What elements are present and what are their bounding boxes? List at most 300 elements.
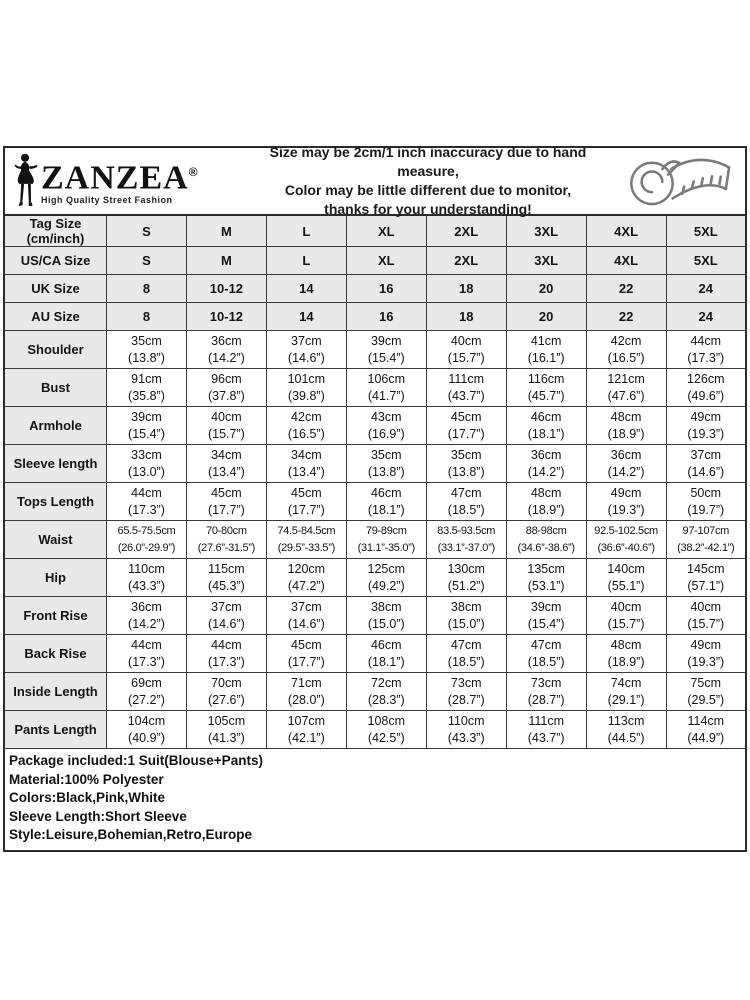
value-cm: 48cm bbox=[610, 637, 642, 652]
measurement-cell bbox=[186, 407, 266, 445]
value-inch: (13.8”) bbox=[367, 464, 405, 479]
value-inch: (51.2”) bbox=[447, 578, 485, 593]
value-inch: (18.9”) bbox=[607, 426, 645, 441]
measurement-row bbox=[4, 369, 746, 407]
value-inch: (17.3”) bbox=[128, 502, 165, 517]
size-value-cell: L bbox=[266, 247, 346, 275]
size-chart-sheet bbox=[3, 146, 747, 852]
size-value-cell: 2XL bbox=[426, 247, 506, 275]
value-inch: (15.4”) bbox=[128, 426, 165, 441]
value-inch: (29.5”-33.5”) bbox=[277, 541, 335, 554]
note-material: Material:100% Polyester bbox=[9, 771, 164, 787]
measurement-cell bbox=[186, 331, 266, 369]
value-cm: 37cm bbox=[690, 447, 722, 462]
value-cm: 114cm bbox=[687, 713, 725, 728]
value-cm: 38cm bbox=[450, 599, 482, 614]
measurement-cell bbox=[586, 597, 666, 635]
value-cm: 39cm bbox=[131, 409, 162, 424]
value-cm: 39cm bbox=[530, 599, 562, 614]
size-value-cell: 16 bbox=[346, 275, 426, 303]
value-cm: 96cm bbox=[211, 371, 242, 386]
value-inch: (19.3”) bbox=[607, 502, 645, 517]
row-label: Tops Length bbox=[4, 483, 107, 521]
size-column-header: XL bbox=[346, 215, 426, 247]
value-cm: 35cm bbox=[370, 447, 402, 462]
value-cm: 41cm bbox=[530, 333, 562, 348]
measurement-row bbox=[4, 331, 746, 369]
measurement-cell bbox=[346, 483, 426, 521]
value-cm: 91cm bbox=[131, 371, 162, 386]
value-inch: (19.3”) bbox=[687, 654, 725, 669]
value-inch: (44.9”) bbox=[687, 730, 725, 745]
brand-tagline: High Quality Street Fashion bbox=[41, 194, 173, 205]
value-inch: (17.7”) bbox=[447, 426, 485, 441]
value-cm: 107cm bbox=[287, 713, 326, 728]
measurement-row bbox=[4, 483, 746, 521]
value-inch: (18.9”) bbox=[607, 654, 645, 669]
measurement-cell bbox=[186, 597, 266, 635]
value-inch: (28.7”) bbox=[527, 692, 565, 707]
value-inch: (19.3”) bbox=[687, 426, 725, 441]
measurement-cell bbox=[266, 407, 346, 445]
value-cm: 36cm bbox=[131, 599, 162, 614]
size-value-cell: 14 bbox=[266, 275, 346, 303]
value-cm: 108cm bbox=[367, 713, 406, 728]
value-inch: (27.2”) bbox=[128, 692, 165, 707]
value-inch: (17.3”) bbox=[128, 654, 165, 669]
value-cm: 106cm bbox=[367, 371, 406, 386]
value-inch: (33.1”-37.0”) bbox=[437, 541, 495, 554]
value-cm: 42cm bbox=[291, 409, 322, 424]
value-cm: 39cm bbox=[370, 333, 402, 348]
registered-mark: ® bbox=[188, 165, 199, 180]
size-value-cell: 14 bbox=[266, 303, 346, 331]
value-inch: (43.7”) bbox=[527, 730, 565, 745]
value-inch: (18.5”) bbox=[447, 502, 485, 517]
value-cm: 73cm bbox=[450, 675, 482, 690]
size-value-cell: 8 bbox=[107, 303, 187, 331]
value-inch: (41.3”) bbox=[207, 730, 245, 745]
size-value-cell: 10-12 bbox=[186, 303, 266, 331]
value-cm: 46cm bbox=[370, 485, 402, 500]
value-cm: 130cm bbox=[447, 561, 485, 576]
measurement-cell bbox=[266, 483, 346, 521]
value-cm: 47cm bbox=[450, 485, 482, 500]
measurement-row bbox=[4, 445, 746, 483]
size-value-cell: 24 bbox=[666, 303, 746, 331]
value-inch: (18.1”) bbox=[527, 426, 565, 441]
value-cm: 70cm bbox=[211, 675, 242, 690]
size-column-header: 2XL bbox=[426, 215, 506, 247]
measurement-cell bbox=[666, 331, 746, 369]
value-cm: 33cm bbox=[131, 447, 162, 462]
measurement-cell bbox=[586, 635, 666, 673]
value-cm: 37cm bbox=[291, 333, 322, 348]
size-column-header: 3XL bbox=[506, 215, 586, 247]
measurement-cell bbox=[346, 407, 426, 445]
size-value-cell: 24 bbox=[666, 275, 746, 303]
measurement-row bbox=[4, 407, 746, 445]
measurement-cell bbox=[186, 483, 266, 521]
fashion-woman-icon bbox=[13, 152, 39, 210]
measurement-cell bbox=[506, 521, 586, 559]
value-inch: (43.3”) bbox=[128, 578, 165, 593]
size-value-cell: 16 bbox=[346, 303, 426, 331]
value-inch: (15.7”) bbox=[607, 616, 645, 631]
value-inch: (44.5”) bbox=[607, 730, 645, 745]
measurement-cell bbox=[346, 597, 426, 635]
value-inch: (42.5”) bbox=[367, 730, 405, 745]
value-cm: 38cm bbox=[370, 599, 402, 614]
measurement-cell bbox=[506, 483, 586, 521]
measurement-cell bbox=[506, 445, 586, 483]
size-row bbox=[4, 303, 746, 331]
measurement-cell bbox=[506, 673, 586, 711]
value-cm: 111cm bbox=[448, 371, 485, 386]
row-label: AU Size bbox=[4, 303, 107, 331]
measurement-cell bbox=[506, 331, 586, 369]
measurement-cell bbox=[346, 559, 426, 597]
note-colors: Colors:Black,Pink,White bbox=[9, 790, 166, 806]
measurement-cell bbox=[266, 597, 346, 635]
value-inch: (17.7”) bbox=[287, 502, 325, 517]
measurement-row bbox=[4, 673, 746, 711]
measurement-cell bbox=[586, 369, 666, 407]
size-value-cell: 20 bbox=[506, 275, 586, 303]
value-inch: (18.1”) bbox=[367, 502, 405, 517]
row-label: Back Rise bbox=[4, 635, 107, 673]
size-value-cell: 20 bbox=[506, 303, 586, 331]
value-inch: (38.2”-42.1”) bbox=[677, 541, 735, 554]
value-cm: 48cm bbox=[610, 409, 642, 424]
value-cm: 46cm bbox=[370, 637, 402, 652]
value-cm: 35cm bbox=[131, 333, 162, 348]
value-cm: 104cm bbox=[127, 713, 166, 728]
value-cm: 140cm bbox=[607, 561, 645, 576]
value-inch: (41.7”) bbox=[367, 388, 405, 403]
measurement-cell bbox=[266, 445, 346, 483]
measurement-cell bbox=[266, 635, 346, 673]
value-cm: 44cm bbox=[131, 485, 162, 500]
notice-line-3: thanks for your understanding! bbox=[324, 201, 532, 217]
value-cm: 40cm bbox=[610, 599, 642, 614]
measurement-cell bbox=[666, 597, 746, 635]
value-cm: 116cm bbox=[527, 371, 565, 386]
measurement-cell bbox=[107, 521, 187, 559]
value-inch: (15.4”) bbox=[527, 616, 565, 631]
size-value-cell: 22 bbox=[586, 275, 666, 303]
value-cm: 70-80cm bbox=[206, 524, 247, 537]
measurement-cell bbox=[586, 673, 666, 711]
row-label: Waist bbox=[4, 521, 107, 559]
value-inch: (29.5”) bbox=[687, 692, 725, 707]
value-inch: (18.5”) bbox=[447, 654, 485, 669]
value-inch: (15.7”) bbox=[687, 616, 725, 631]
measurement-cell bbox=[186, 369, 266, 407]
measurement-cell bbox=[506, 369, 586, 407]
measurement-cell bbox=[107, 445, 187, 483]
value-cm: 115cm bbox=[208, 561, 245, 576]
value-inch: (13.4”) bbox=[207, 464, 245, 479]
value-cm: 37cm bbox=[291, 599, 322, 614]
size-notice bbox=[243, 143, 613, 219]
measurement-cell bbox=[186, 711, 266, 750]
value-inch: (27.6”) bbox=[207, 692, 245, 707]
row-label: UK Size bbox=[4, 275, 107, 303]
size-value-cell: S bbox=[107, 247, 187, 275]
value-cm: 37cm bbox=[211, 599, 242, 614]
size-value-cell: M bbox=[186, 247, 266, 275]
value-cm: 92.5-102.5cm bbox=[594, 524, 658, 537]
value-inch: (17.3”) bbox=[687, 350, 725, 365]
measurement-cell bbox=[346, 331, 426, 369]
measurement-cell bbox=[666, 521, 746, 559]
size-value-cell: 10-12 bbox=[186, 275, 266, 303]
value-cm: 69cm bbox=[131, 675, 162, 690]
value-cm: 49cm bbox=[610, 485, 642, 500]
value-inch: (47.6”) bbox=[607, 388, 645, 403]
value-cm: 47cm bbox=[450, 637, 482, 652]
value-cm: 45cm bbox=[450, 409, 482, 424]
size-value-cell: 3XL bbox=[506, 247, 586, 275]
value-cm: 49cm bbox=[690, 637, 722, 652]
brand-logo bbox=[5, 152, 243, 210]
measurement-cell bbox=[426, 597, 506, 635]
value-cm: 40cm bbox=[690, 599, 722, 614]
value-cm: 79-89cm bbox=[365, 524, 407, 537]
value-cm: 35cm bbox=[450, 447, 482, 462]
measurement-cell bbox=[586, 331, 666, 369]
value-inch: (49.6”) bbox=[687, 388, 725, 403]
measurement-cell bbox=[426, 521, 506, 559]
value-cm: 74.5-84.5cm bbox=[277, 524, 336, 537]
value-cm: 44cm bbox=[131, 637, 162, 652]
value-inch: (14.2”) bbox=[128, 616, 165, 631]
measurement-cell bbox=[107, 369, 187, 407]
measuring-tape-icon bbox=[613, 150, 745, 212]
value-cm: 135cm bbox=[527, 561, 565, 576]
measurement-cell bbox=[666, 559, 746, 597]
value-inch: (49.2”) bbox=[367, 578, 405, 593]
measurement-cell bbox=[426, 407, 506, 445]
tag-size-header: Tag Size (cm/inch) bbox=[4, 215, 107, 247]
measurement-cell bbox=[346, 711, 426, 750]
value-inch: (47.2”) bbox=[287, 578, 325, 593]
value-cm: 71cm bbox=[291, 675, 322, 690]
measurement-cell bbox=[426, 445, 506, 483]
measurement-cell bbox=[186, 559, 266, 597]
measurement-cell bbox=[186, 521, 266, 559]
value-cm: 44cm bbox=[690, 333, 722, 348]
brand-name: ZANZEA® bbox=[41, 159, 199, 197]
size-column-header: L bbox=[266, 215, 346, 247]
value-inch: (15.0”) bbox=[367, 616, 405, 631]
value-inch: (57.1”) bbox=[687, 578, 725, 593]
value-cm: 45cm bbox=[211, 485, 242, 500]
value-cm: 40cm bbox=[450, 333, 482, 348]
value-cm: 48cm bbox=[530, 485, 562, 500]
chart-header bbox=[3, 146, 747, 216]
row-label: Pants Length bbox=[4, 711, 107, 750]
value-cm: 40cm bbox=[211, 409, 242, 424]
value-inch: (14.6”) bbox=[207, 616, 245, 631]
value-cm: 45cm bbox=[291, 485, 322, 500]
value-cm: 45cm bbox=[291, 637, 322, 652]
value-cm: 65.5-75.5cm bbox=[117, 524, 176, 537]
measurement-cell bbox=[666, 445, 746, 483]
row-label: Bust bbox=[4, 369, 107, 407]
measurement-cell bbox=[426, 673, 506, 711]
product-notes bbox=[3, 748, 747, 852]
measurement-cell bbox=[426, 635, 506, 673]
measurement-cell bbox=[586, 711, 666, 750]
value-cm: 88-98cm bbox=[525, 524, 567, 537]
row-label: Hip bbox=[4, 559, 107, 597]
value-inch: (36.6”-40.6”) bbox=[597, 541, 655, 554]
measurement-cell bbox=[186, 673, 266, 711]
measurement-cell bbox=[426, 483, 506, 521]
value-cm: 73cm bbox=[530, 675, 562, 690]
value-inch: (18.9”) bbox=[527, 502, 565, 517]
value-inch: (43.3”) bbox=[447, 730, 485, 745]
row-label: Sleeve length bbox=[4, 445, 107, 483]
value-inch: (14.2”) bbox=[527, 464, 565, 479]
size-value-cell: 4XL bbox=[586, 247, 666, 275]
size-row bbox=[4, 275, 746, 303]
measurement-row bbox=[4, 635, 746, 673]
value-inch: (14.6”) bbox=[287, 350, 325, 365]
measurement-cell bbox=[266, 559, 346, 597]
value-inch: (14.2”) bbox=[207, 350, 245, 365]
measurement-cell bbox=[107, 483, 187, 521]
measurement-cell bbox=[107, 673, 187, 711]
value-cm: 111cm bbox=[528, 713, 564, 728]
value-inch: (15.7”) bbox=[447, 350, 485, 365]
measurement-cell bbox=[426, 369, 506, 407]
value-cm: 34cm bbox=[211, 447, 242, 462]
row-label: Shoulder bbox=[4, 331, 107, 369]
measurement-cell bbox=[426, 559, 506, 597]
value-inch: (35.8”) bbox=[128, 388, 165, 403]
value-cm: 125cm bbox=[367, 561, 406, 576]
value-inch: (43.7”) bbox=[447, 388, 485, 403]
measurement-cell bbox=[107, 331, 187, 369]
value-cm: 42cm bbox=[610, 333, 642, 348]
measurement-row bbox=[4, 711, 746, 750]
value-inch: (15.7”) bbox=[207, 426, 245, 441]
value-cm: 145cm bbox=[687, 561, 725, 576]
measurement-cell bbox=[666, 673, 746, 711]
value-inch: (17.7”) bbox=[207, 502, 245, 517]
value-cm: 49cm bbox=[690, 409, 722, 424]
size-value-cell: 22 bbox=[586, 303, 666, 331]
value-inch: (28.0”) bbox=[287, 692, 325, 707]
measurement-cell bbox=[666, 483, 746, 521]
value-cm: 121cm bbox=[607, 371, 645, 386]
measurement-cell bbox=[586, 407, 666, 445]
measurement-cell bbox=[506, 597, 586, 635]
value-inch: (26.0”-29.9”) bbox=[117, 541, 176, 554]
value-inch: (13.4”) bbox=[287, 464, 325, 479]
size-value-cell: XL bbox=[346, 247, 426, 275]
measurement-cell bbox=[346, 369, 426, 407]
measurement-cell bbox=[107, 635, 187, 673]
measurement-cell bbox=[107, 597, 187, 635]
value-inch: (31.1”-35.0”) bbox=[357, 541, 415, 554]
value-inch: (16.5”) bbox=[287, 426, 325, 441]
size-column-header: S bbox=[107, 215, 187, 247]
value-cm: 50cm bbox=[690, 485, 722, 500]
value-inch: (19.7”) bbox=[687, 502, 725, 517]
measurement-cell bbox=[266, 521, 346, 559]
notice-line-2: Color may be little different due to monitor, bbox=[284, 182, 572, 198]
measurement-cell bbox=[506, 559, 586, 597]
value-inch: (14.6”) bbox=[687, 464, 725, 479]
value-cm: 36cm bbox=[211, 333, 242, 348]
value-cm: 101cm bbox=[287, 371, 326, 386]
value-inch: (13.0”) bbox=[128, 464, 165, 479]
measurement-cell bbox=[266, 673, 346, 711]
value-inch: (14.2”) bbox=[607, 464, 645, 479]
measurement-cell bbox=[107, 559, 187, 597]
value-inch: (13.8”) bbox=[128, 350, 165, 365]
measurement-cell bbox=[586, 559, 666, 597]
value-inch: (42.1”) bbox=[287, 730, 325, 745]
value-cm: 110cm bbox=[128, 561, 165, 576]
measurement-cell bbox=[266, 331, 346, 369]
measurement-cell bbox=[107, 407, 187, 445]
value-cm: 46cm bbox=[530, 409, 562, 424]
measurement-cell bbox=[666, 635, 746, 673]
measurement-cell bbox=[107, 711, 187, 750]
measurement-cell bbox=[186, 635, 266, 673]
value-inch: (14.6”) bbox=[287, 616, 325, 631]
measurement-row bbox=[4, 521, 746, 559]
measurement-cell bbox=[426, 711, 506, 750]
value-inch: (53.1”) bbox=[527, 578, 565, 593]
measurement-cell bbox=[506, 711, 586, 750]
value-inch: (39.8”) bbox=[287, 388, 325, 403]
value-inch: (18.1”) bbox=[367, 654, 405, 669]
value-cm: 105cm bbox=[207, 713, 246, 728]
value-cm: 36cm bbox=[530, 447, 562, 462]
value-inch: (18.5”) bbox=[527, 654, 565, 669]
value-cm: 36cm bbox=[610, 447, 642, 462]
value-inch: (34.6”-38.6”) bbox=[517, 541, 575, 554]
value-inch: (17.7”) bbox=[287, 654, 325, 669]
value-cm: 110cm bbox=[447, 713, 485, 728]
measurement-cell bbox=[266, 369, 346, 407]
note-style: Style:Leisure,Bohemian,Retro,Europe bbox=[9, 827, 253, 843]
measurement-cell bbox=[666, 711, 746, 750]
measurement-cell bbox=[186, 445, 266, 483]
value-inch: (16.5”) bbox=[607, 350, 645, 365]
measurement-cell bbox=[586, 445, 666, 483]
value-inch: (28.7”) bbox=[447, 692, 485, 707]
measurement-cell bbox=[506, 635, 586, 673]
value-cm: 126cm bbox=[687, 371, 725, 386]
measurement-cell bbox=[666, 407, 746, 445]
value-inch: (15.4”) bbox=[367, 350, 405, 365]
size-value-cell: 18 bbox=[426, 275, 506, 303]
value-inch: (28.3”) bbox=[367, 692, 405, 707]
measurement-cell bbox=[586, 483, 666, 521]
value-inch: (29.1”) bbox=[607, 692, 645, 707]
size-value-cell: 8 bbox=[107, 275, 187, 303]
value-inch: (45.7”) bbox=[527, 388, 565, 403]
measurement-cell bbox=[346, 445, 426, 483]
value-inch: (55.1”) bbox=[607, 578, 645, 593]
